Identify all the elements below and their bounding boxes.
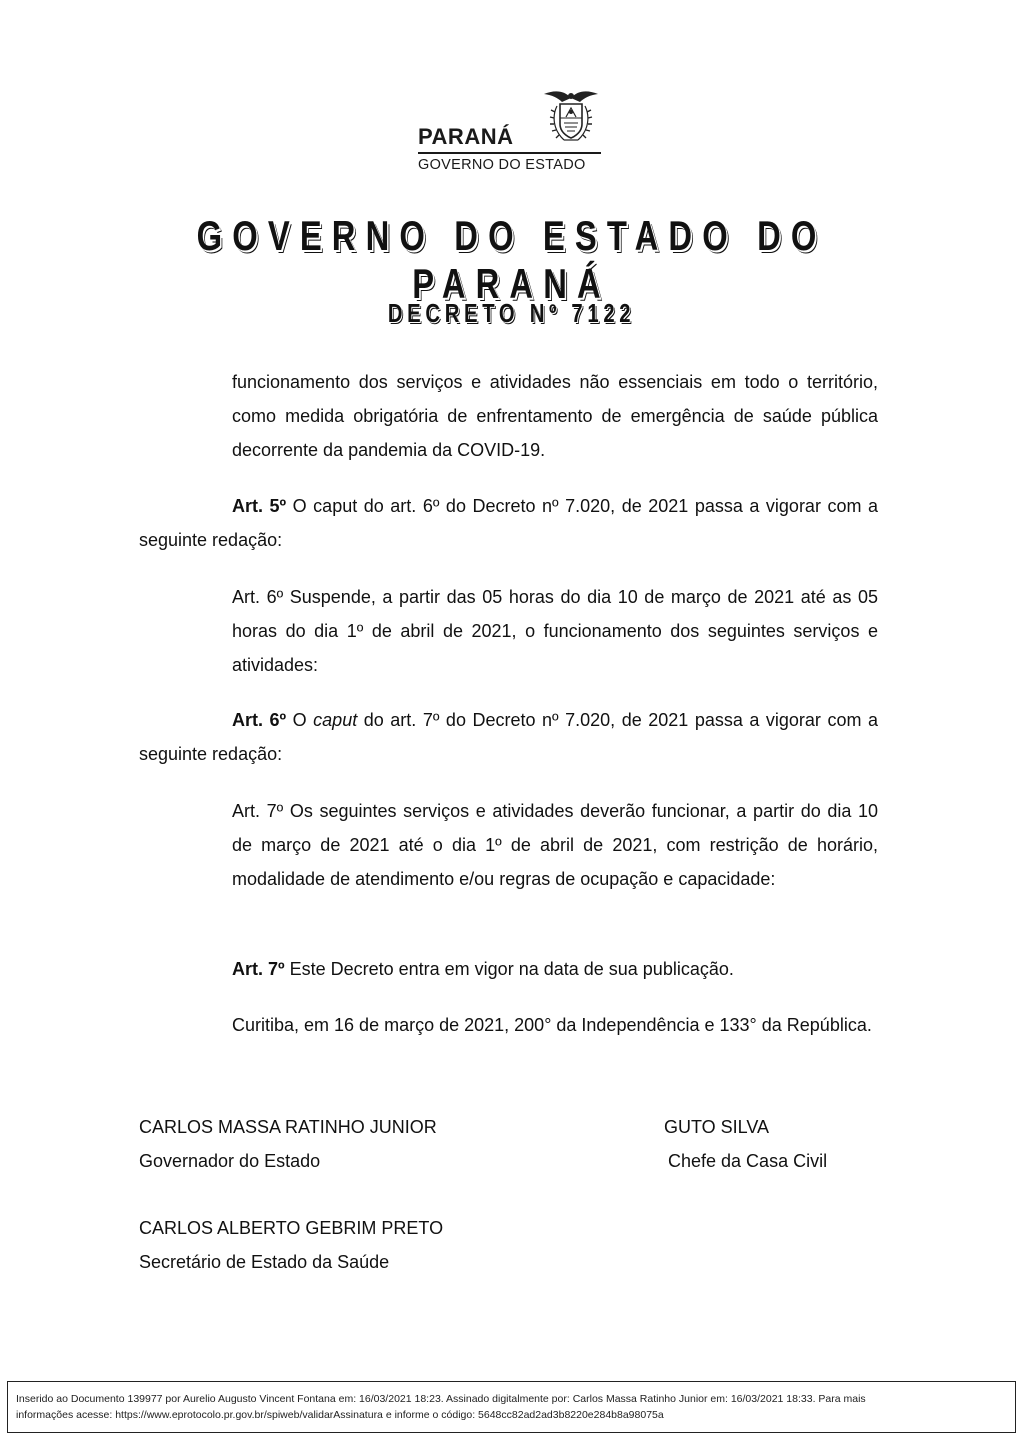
logo-subtitle: GOVERNO DO ESTADO	[418, 157, 586, 173]
quoted-text: Art. 7º Os seguintes serviços e atividades deverão funcionar, a partir do dia 10 de março de 2021 até o dia 1º de abril de 2021, com restrição de horário, modalidade de atendimento e/ou regras de ocupação e capacidade:	[232, 801, 878, 889]
logo-name: PARANÁ	[418, 124, 514, 149]
quoted-article-7	[232, 794, 878, 896]
article-italic-term: caput	[313, 710, 358, 730]
closing-text: Curitiba, em 16 de março de 2021, 200° da Independência e 133° da República.	[232, 1015, 872, 1035]
article-text: do art. 7º do Decreto nº 7.020, de 2021 passa a vigorar com a seguinte redação:	[139, 710, 878, 764]
paragraph-continuation	[232, 365, 878, 467]
signature-civil-chief	[664, 1110, 827, 1178]
signatory-name: CARLOS MASSA RATINHO JUNIOR	[139, 1117, 437, 1137]
signatory-role: Governador do Estado	[139, 1151, 321, 1171]
article-label: Art. 6º	[232, 710, 287, 730]
signature-governor	[139, 1110, 437, 1178]
state-logo	[418, 88, 608, 178]
signatory-role: Secretário de Estado da Saúde	[139, 1252, 390, 1272]
logo-divider	[418, 152, 601, 154]
signature-health-secretary	[139, 1211, 443, 1279]
document-header-title: GOVERNO DO ESTADO DO PARANÁ	[196, 212, 827, 307]
signatory-role: Chefe da Casa Civil	[668, 1151, 828, 1171]
decree-number: DECRETO Nº 7122	[387, 298, 636, 328]
closing-place-date	[139, 1013, 878, 1037]
article-6	[139, 703, 878, 771]
footer-line: informações acesse: https://www.eprotocolo.pr.gov.br/spiweb/validarAssinatura e informe o código: 5648cc82ad2ad3b8220e284b8a98075a	[16, 1409, 664, 1421]
coat-of-arms-icon	[540, 88, 602, 150]
article-text: Este Decreto entra em vigor na data de sua publicação.	[284, 959, 734, 979]
article-5	[139, 489, 878, 557]
digital-signature-footer	[7, 1381, 1016, 1433]
article-text: O	[286, 710, 314, 730]
quoted-text: Art. 6º Suspende, a partir das 05 horas do dia 10 de março de 2021 até as 05 horas do dia 1º de abril de 2021, o funcionamento dos seguintes serviços e atividades:	[232, 587, 878, 675]
paragraph-text: funcionamento dos serviços e atividades não essenciais em todo o território, como medida obrigatória de enfrentamento de emergência de saúde pública decorrente da pandemia da COVID-19.	[232, 372, 878, 460]
article-label: Art. 5º	[232, 496, 287, 516]
signatory-name: CARLOS ALBERTO GEBRIM PRETO	[139, 1218, 444, 1238]
article-7	[139, 952, 878, 986]
footer-line: Inserido ao Documento 139977 por Aurelio Augusto Vincent Fontana em: 16/03/2021 18:23. Assinado digitalmente por: Carlos Massa Ratinho Junior em: 16/03/2021 18:33. Para mais	[16, 1393, 866, 1405]
signatory-name: GUTO SILVA	[664, 1117, 770, 1137]
quoted-article-6	[232, 580, 878, 682]
article-label: Art. 7º	[232, 959, 285, 979]
article-text: O caput do art. 6º do Decreto nº 7.020, de 2021 passa a vigorar com a seguinte redação:	[139, 496, 879, 550]
